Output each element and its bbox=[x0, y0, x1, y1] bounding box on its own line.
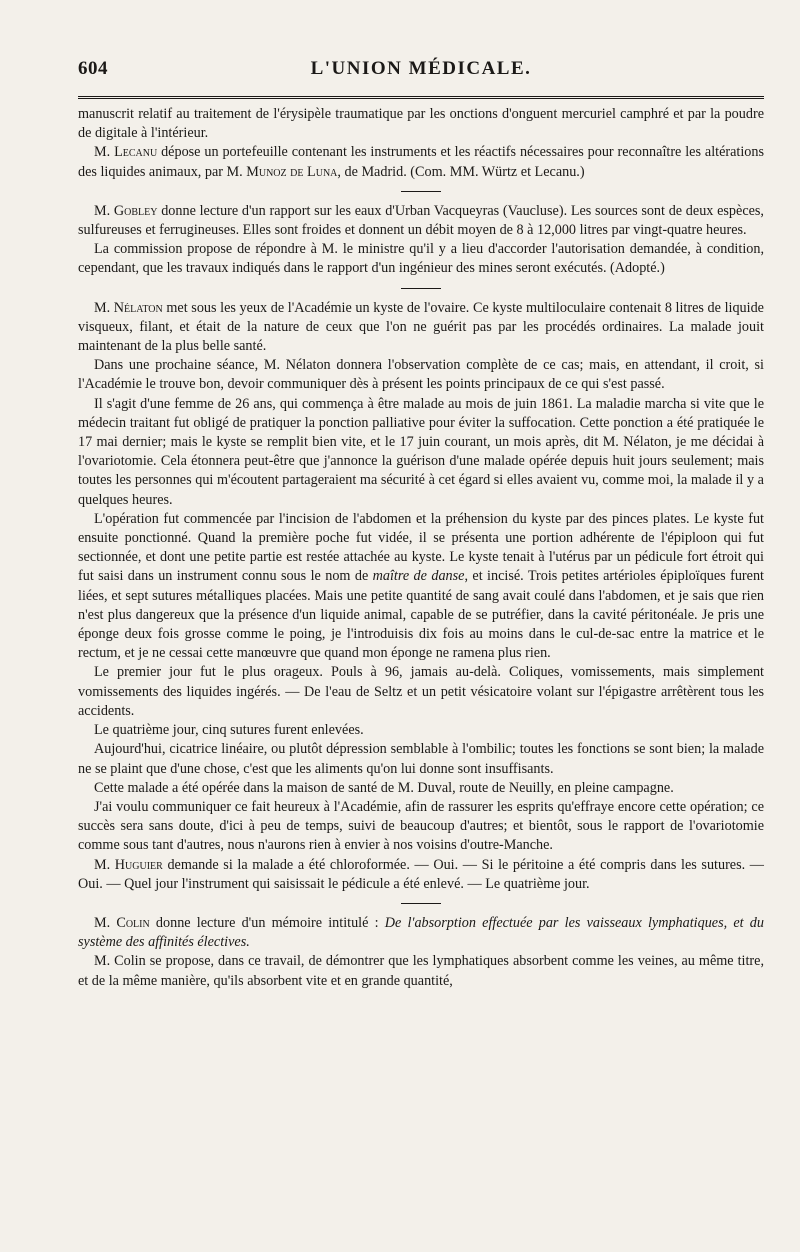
paragraph: M. Colin se propose, dans ce travail, de démontrer que les lymphatiques absorbent comme les veines, au même titre, et de la même manière, qu'ils absorbent vite et en grande quantité, bbox=[78, 953, 764, 989]
running-title: L'UNION MÉDICALE. bbox=[310, 58, 532, 79]
memoir-title: De l'absorption effectuée par les vaisseaux lymphatiques, et du système des affinités électives. bbox=[78, 914, 764, 951]
section-separator bbox=[401, 288, 441, 289]
paragraph: Il s'agit d'une femme de 26 ans, qui commença à être malade au mois de juin 1861. La maladie marcha si vite que le médecin traitant fut obligé de pratiquer la ponction palliative pour éviter la suffocation. Cette ponction a été pratiquée le 17 mai dernier; mais le kyste se remplit bien vite, et le 17 juin courant, un mois après, dit M. Nélaton, je me décidai à l'ovariotomie. Cela étonnera peut-être que j'annonce la guérison d'une malade opérée depuis huit jours seulement; mais toutes les personnes qui m'écoutent partageraient ma sécurité à cet égard si elles avaient vu, comme moi, la malade il y a quelques heures. bbox=[78, 395, 764, 508]
author-name: Lecanu bbox=[114, 144, 158, 161]
header-rule bbox=[78, 96, 764, 99]
paragraph: M. Colin donne lecture d'un mémoire intitulé : De l'absorption effectuée par les vaisseaux lymphatiques, et du système des affinités électives. bbox=[78, 914, 764, 951]
paragraph: Aujourd'hui, cicatrice linéaire, ou plutôt dépression semblable à l'ombilic; toutes les fonctions se sont bien; la malade ne se plaint que d'une chose, c'est que les aliments qu'on lui donne sont insuffisants. bbox=[78, 741, 764, 777]
paragraph: M. Nélaton met sous les yeux de l'Académie un kyste de l'ovaire. Ce kyste multiloculaire contenait 8 litres de liquide visqueux, filant, et était de la nature de ceux que l'on ne guérit pas par les procédés ordinaires. La malade jouit maintenant de la plus belle santé. bbox=[78, 299, 764, 355]
section-separator bbox=[401, 903, 441, 904]
paragraph: M. Lecanu dépose un portefeuille contenant les instruments et les réactifs nécessaires pour reconnaître les altérations des liquides animaux, par M. Munoz de Luna, de Madrid. (Com. MM. Würtz et Lecanu.) bbox=[78, 144, 764, 180]
paragraph: L'opération fut commencée par l'incision de l'abdomen et la préhension du kyste par des pinces plates. Le kyste fut ensuite ponctionné. Quand la première poche fut vidée, il se présenta une portion adhérente de l'épiploon qui fut sectionnée, et dont une petite partie est restée attachée au kyste. Le kyste tenait à l'utérus par un pédicule fort étroit qui fut saisi dans un instrument connu sous le nom de maître de danse, et incisé. Trois petites artérioles épiploïques furent liées, et sept sutures métalliques placées. Mais une petite quantité de sang avait coulé dans l'abdomen, et je sais que rien n'est plus dangereux que la présence d'un liquide animal, capable de se putréfier, dans la cavité péritonéale. Je pris une éponge deux fois grosse comme le poing, je l'introduisis dix fois au moins dans le cul-de-sac entre la matrice et le rectum, et je ne cessai cette manœuvre que quand mon éponge ne ramena plus rien. bbox=[78, 510, 764, 662]
page-header bbox=[78, 58, 764, 88]
paragraph: La commission propose de répondre à M. le ministre qu'il y a lieu d'accorder l'autorisation demandée, à condition, cependant, que les travaux indiqués dans le rapport d'un ingénieur des mines seront exécutés. (Adopté.) bbox=[78, 241, 764, 277]
paragraph: J'ai voulu communiquer ce fait heureux à l'Académie, afin de rassurer les esprits qu'effraye encore cette opération; ce succès sera sans doute, d'ici à peu de temps, suivi de beaucoup d'autres; et bientôt, sous le rapport de l'ovariotomie comme sous tant d'autres, nous n'aurons rien à envier à nos voisins d'outre-Manche. bbox=[78, 798, 764, 854]
author-name: Munoz de Luna bbox=[246, 163, 338, 180]
paragraph: Le premier jour fut le plus orageux. Pouls à 96, jamais au-delà. Coliques, vomissements, mais simplement vomissements des liquides ingérés. — De l'eau de Seltz et un petit vésicatoire volant sur l'épigastre arrêtèrent tous les accidents. bbox=[78, 664, 764, 719]
article-body bbox=[78, 105, 764, 991]
section-separator bbox=[401, 191, 441, 192]
paragraph: Le quatrième jour, cinq sutures furent enlevées. bbox=[94, 722, 364, 739]
page-number: 604 bbox=[78, 58, 108, 79]
paragraph: M. Huguier demande si la malade a été chloroformée. — Oui. — Si le péritoine a été compris dans les sutures. — Oui. — Quel jour l'instrument qui saisissait le pédicule a été enlevé. — Le quatrième jour. bbox=[78, 856, 764, 892]
author-name: Huguier bbox=[114, 856, 163, 873]
author-name: Gobley bbox=[113, 202, 158, 219]
paragraph: Dans une prochaine séance, M. Nélaton donnera l'observation complète de ce cas; mais, en attendant, il croit, si l'Académie le trouve bon, devoir communiquer dès à présent les points principaux de ce qui s'est passé. bbox=[78, 357, 764, 393]
paragraph: manuscrit relatif au traitement de l'érysipèle traumatique par les onctions d'onguent mercuriel camphré et par la poudre de digitale à l'intérieur. bbox=[78, 106, 764, 142]
paragraph: M. Gobley donne lecture d'un rapport sur les eaux d'Urban Vacqueyras (Vaucluse). Les sources sont de deux espèces, sulfureuses et ferrugineuses. Elles sont froides et donnent un débit moyen de 8 à 12,000 litres par vingt-quatre heures. bbox=[78, 202, 764, 239]
author-name: Colin bbox=[116, 914, 150, 931]
author-name: Nélaton bbox=[113, 299, 163, 316]
paragraph: Cette malade a été opérée dans la maison de santé de M. Duval, route de Neuilly, en pleine campagne. bbox=[94, 779, 674, 796]
italic-term: maître de danse bbox=[372, 568, 465, 585]
